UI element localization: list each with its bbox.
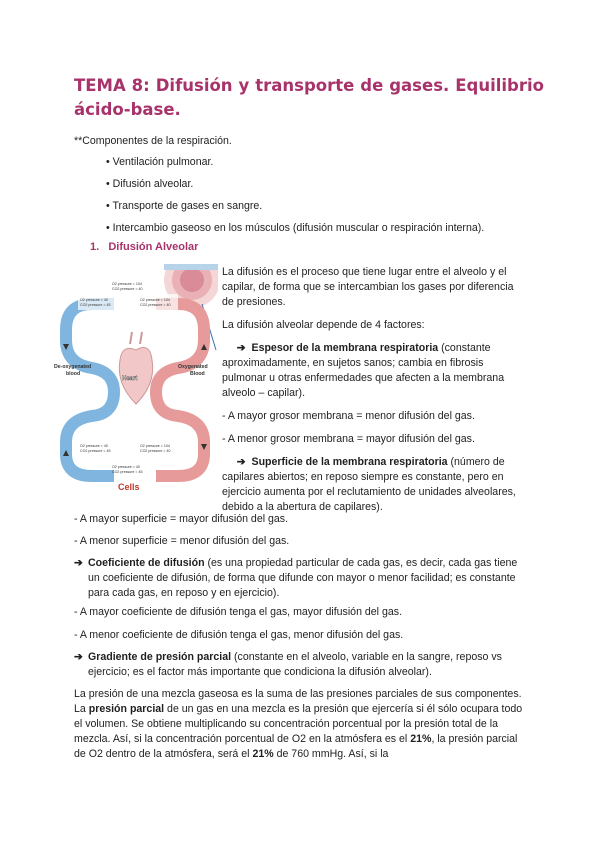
list-item: • Ventilación pulmonar. [106, 155, 484, 170]
list-item: • Difusión alveolar. [106, 177, 484, 192]
paragraph: La difusión alveolar depende de 4 factores: [222, 319, 425, 331]
factor-1 [222, 341, 527, 401]
deoxygenated-label: De-oxygenated [54, 364, 92, 370]
oxygenated-label-2: Blood [190, 371, 205, 377]
section-number: 1. [90, 241, 100, 253]
factor-text: (constante aproximadamente, en sujetos sanos; cambia en fibrosis pulmonar u otras enfermedades que afecten a la membrana alveolo – capilar). [222, 342, 505, 399]
arrow-icon: ➔ [236, 456, 246, 468]
pressure-label: O2 pressure = 104 [140, 444, 170, 448]
text-run-bold: 21% [252, 748, 274, 760]
arrow-icon: ➔ [74, 651, 83, 663]
section-heading [90, 240, 198, 255]
heart-label: Heart [122, 376, 138, 382]
text-run: , la presión parcial de O2 dentro de la atmósfera, será el [74, 733, 518, 760]
factor-4 [74, 650, 524, 680]
arrow-icon: ➔ [236, 342, 246, 354]
pressure-label: O2 pressure = 40 [80, 298, 108, 302]
text-run-bold: presión parcial [88, 703, 165, 715]
pressure-label: CO2 pressure = 45 [112, 470, 143, 474]
paragraph: - A menor superficie = menor difusión del gas. [74, 535, 290, 547]
text-run: de 760 mmHg. Así, si la [273, 748, 389, 760]
paragraph: - A mayor grosor membrana = menor difusión del gas. [222, 410, 475, 422]
pressure-label: CO2 pressure = 40 [140, 303, 171, 307]
paragraph: - A mayor coeficiente de difusión tenga el gas, mayor difusión del gas. [74, 606, 403, 618]
pressure-label: CO2 pressure = 45 [80, 449, 111, 453]
oxygenated-label: Oxygenated [178, 364, 208, 370]
intro-text: **Componentes de la respiración. [74, 135, 232, 147]
pressure-label: CO2 pressure = 40 [112, 287, 143, 291]
cells-label: Cells [118, 482, 140, 492]
factor-title: Gradiente de presión parcial [88, 651, 232, 663]
factor-text: (número de capilares abiertos; en reposo siempre es constante, pero en ejercicio aumenta por el reclutamiento de unidades alveolares, debido a la abertura de capilares). [222, 456, 516, 513]
pressure-label: O2 pressure = 40 [112, 465, 140, 469]
factor-title: Coeficiente de difusión [88, 557, 205, 569]
deoxygenated-label-2: blood [66, 371, 81, 377]
pressure-label: CO2 pressure = 40 [140, 449, 171, 453]
section-title: Difusión Alveolar [108, 241, 199, 253]
factor-3 [74, 556, 524, 601]
paragraph: - A menor grosor membrana = mayor difusión del gas. [222, 433, 475, 445]
title-line-1: TEMA 8: Difusión y transporte de gases. Equilibrio [74, 76, 544, 95]
factor-title: Espesor de la membrana respiratoria [251, 342, 439, 354]
factor-2 [222, 455, 527, 515]
pressure-label: O2 pressure = 40 [80, 444, 108, 448]
title-line-2: ácido-base. [74, 100, 181, 119]
factor-text: (constante en el alveolo, variable en la sangre, reposo vs ejercicio; es el factor más importante que condiciona la difusión alveolar). [88, 651, 502, 678]
page-title [74, 74, 544, 122]
right-column [222, 265, 527, 523]
final-paragraph [74, 687, 524, 762]
paragraph: La difusión es el proceso que tiene lugar entre el alveolo y el capilar, de forma que se intercambian los gases por diferencia de presiones. [222, 266, 514, 308]
text-run: de un gas en una mezcla es la presión que ejercería si él sólo ocupara todo el volumen. Se obtiene multiplicando su concentración porcentual por la presión total de la mezcla. Así, si la concentración porcentual de O2 en la atmósfera es el [74, 703, 523, 745]
circulation-diagram [52, 264, 218, 494]
arrow-icon: ➔ [74, 557, 83, 569]
components-list [106, 155, 484, 243]
factor-text: (es una propiedad particular de cada gas, es decir, cada gas tiene un coeficiente de difusión, de forma que difunde con mayor o menor facilidad; es constante para cada gas, en reposo y en ejercicio). [88, 557, 518, 599]
pressure-label: O2 pressure = 104 [140, 298, 170, 302]
paragraph: - A menor coeficiente de difusión tenga el gas, menor difusión del gas. [74, 629, 404, 641]
factor-title: Superficie de la membrana respiratoria [251, 456, 448, 468]
heart-image [119, 332, 152, 404]
pressure-label: CO2 pressure = 45 [80, 303, 111, 307]
list-item: • Transporte de gases en sangre. [106, 199, 484, 214]
paragraph: - A mayor superficie = mayor difusión del gas. [74, 513, 289, 525]
text-run: La presión de una mezcla gaseosa es la suma de las presiones parciales de sus componentes. La [74, 688, 522, 715]
text-run-bold: 21% [410, 733, 432, 745]
list-item: • Intercambio gaseoso en los músculos (difusión muscular o respiración interna). [106, 221, 484, 236]
pressure-label: O2 pressure = 104 [112, 282, 142, 286]
